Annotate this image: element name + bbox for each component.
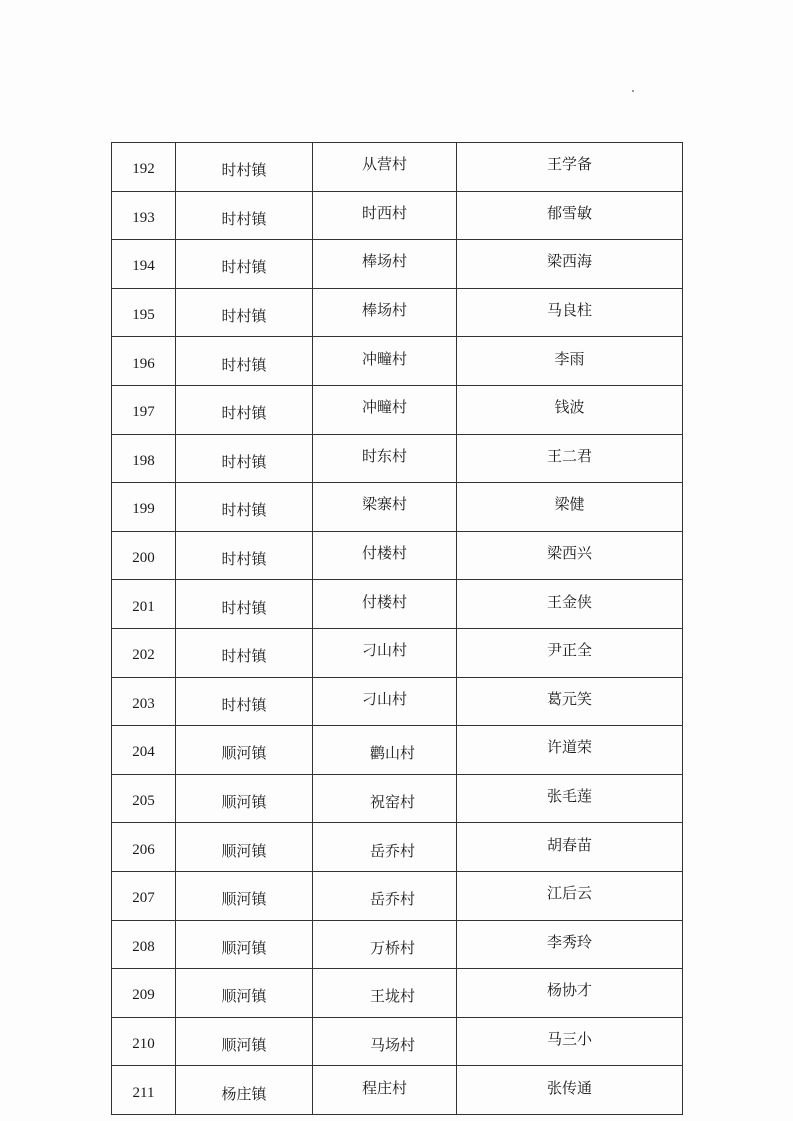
name-cell: 李雨 (457, 337, 683, 386)
table-row (112, 337, 683, 386)
town-cell: 时村镇 (176, 240, 313, 289)
row-number: 198 (112, 434, 176, 483)
row-number: 207 (112, 871, 176, 920)
row-number: 205 (112, 774, 176, 823)
scan-speck (632, 90, 634, 92)
village-cell: 从营村 (313, 143, 457, 192)
village-cell (313, 871, 457, 920)
table-row (112, 191, 683, 240)
row-number: 192 (112, 143, 176, 192)
table-row (112, 726, 683, 775)
table-row (112, 1066, 683, 1115)
row-number: 193 (112, 191, 176, 240)
village-cell: 棒场村 (313, 240, 457, 289)
village-cell: 冲疃村 (313, 337, 457, 386)
name-cell: 许道荣 (457, 726, 683, 775)
village-cell: 棒场村 (313, 288, 457, 337)
row-number: 203 (112, 677, 176, 726)
name-cell: 王金侠 (457, 580, 683, 629)
table-row (112, 823, 683, 872)
row-number: 194 (112, 240, 176, 289)
name-cell: 杨协才 (457, 969, 683, 1018)
village-label: 万桥村 (369, 938, 415, 957)
table-row (112, 871, 683, 920)
village-label: 祝窑村 (369, 793, 415, 812)
row-number: 195 (112, 288, 176, 337)
town-cell: 时村镇 (176, 288, 313, 337)
name-cell: 钱波 (457, 385, 683, 434)
name-cell: 梁西兴 (457, 531, 683, 580)
table-row (112, 531, 683, 580)
name-cell: 梁健 (457, 483, 683, 532)
village-label: 鹳山村 (369, 744, 415, 763)
row-number: 200 (112, 531, 176, 580)
village-label: 马场村 (369, 1035, 415, 1054)
row-number: 196 (112, 337, 176, 386)
row-number: 209 (112, 969, 176, 1018)
name-cell: 尹正全 (457, 628, 683, 677)
table-row (112, 628, 683, 677)
table-row (112, 774, 683, 823)
row-number: 211 (112, 1066, 176, 1115)
name-cell: 王学备 (457, 143, 683, 192)
name-cell: 胡春苗 (457, 823, 683, 872)
village-cell: 刁山村 (313, 628, 457, 677)
town-cell: 顺河镇 (176, 823, 313, 872)
table-row (112, 143, 683, 192)
village-cell (313, 1017, 457, 1066)
row-number: 206 (112, 823, 176, 872)
name-cell: 梁西海 (457, 240, 683, 289)
village-cell: 冲疃村 (313, 385, 457, 434)
table-row (112, 288, 683, 337)
name-cell: 马良柱 (457, 288, 683, 337)
name-cell: 郁雪敏 (457, 191, 683, 240)
row-number: 208 (112, 920, 176, 969)
row-number: 197 (112, 385, 176, 434)
table-row (112, 483, 683, 532)
row-number: 202 (112, 628, 176, 677)
village-cell: 梁寨村 (313, 483, 457, 532)
table-row (112, 969, 683, 1018)
table-row (112, 677, 683, 726)
town-cell: 顺河镇 (176, 871, 313, 920)
town-cell: 时村镇 (176, 483, 313, 532)
town-cell: 时村镇 (176, 191, 313, 240)
table-row (112, 240, 683, 289)
village-cell (313, 969, 457, 1018)
village-cell: 刁山村 (313, 677, 457, 726)
table-row (112, 1017, 683, 1066)
town-cell: 顺河镇 (176, 920, 313, 969)
town-cell: 顺河镇 (176, 774, 313, 823)
village-cell (313, 726, 457, 775)
table-row (112, 920, 683, 969)
name-cell: 张毛莲 (457, 774, 683, 823)
town-cell: 时村镇 (176, 580, 313, 629)
village-cell: 时西村 (313, 191, 457, 240)
village-cell (313, 823, 457, 872)
village-cell: 付楼村 (313, 531, 457, 580)
name-cell: 葛元笑 (457, 677, 683, 726)
village-cell: 付楼村 (313, 580, 457, 629)
row-number: 210 (112, 1017, 176, 1066)
town-cell: 时村镇 (176, 677, 313, 726)
town-cell: 顺河镇 (176, 969, 313, 1018)
village-cell: 程庄村 (313, 1066, 457, 1115)
roster-table (111, 142, 683, 1115)
name-cell: 张传通 (457, 1066, 683, 1115)
village-label: 王垅村 (369, 987, 415, 1006)
town-cell: 时村镇 (176, 531, 313, 580)
village-cell (313, 920, 457, 969)
name-cell: 王二君 (457, 434, 683, 483)
table-row (112, 580, 683, 629)
row-number: 201 (112, 580, 176, 629)
town-cell: 时村镇 (176, 628, 313, 677)
table-row (112, 385, 683, 434)
village-label: 岳乔村 (369, 890, 415, 909)
town-cell: 时村镇 (176, 143, 313, 192)
name-cell: 马三小 (457, 1017, 683, 1066)
table-row (112, 434, 683, 483)
town-cell: 时村镇 (176, 337, 313, 386)
name-cell: 江后云 (457, 871, 683, 920)
town-cell: 顺河镇 (176, 726, 313, 775)
town-cell: 时村镇 (176, 385, 313, 434)
row-number: 199 (112, 483, 176, 532)
row-number: 204 (112, 726, 176, 775)
village-label: 岳乔村 (369, 841, 415, 860)
town-cell: 杨庄镇 (176, 1066, 313, 1115)
village-cell: 时东村 (313, 434, 457, 483)
town-cell: 顺河镇 (176, 1017, 313, 1066)
name-cell: 李秀玲 (457, 920, 683, 969)
town-cell: 时村镇 (176, 434, 313, 483)
village-cell (313, 774, 457, 823)
